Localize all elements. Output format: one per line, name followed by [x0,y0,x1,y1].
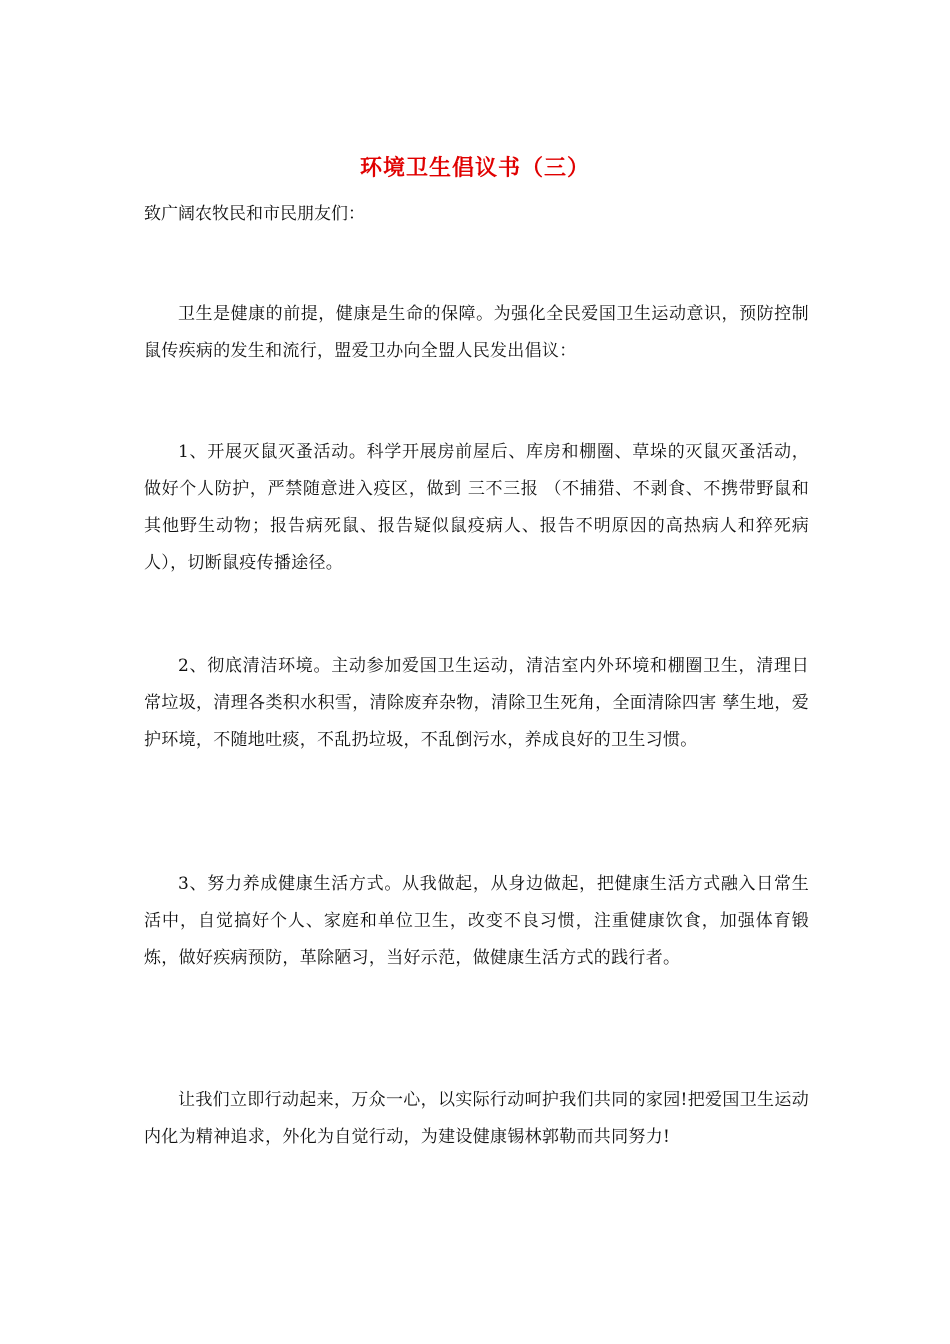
paragraph-item-2: 2、彻底清洁环境。主动参加爱国卫生运动，清洁室内外环境和棚圈卫生，清理日常垃圾，清理各类积水积雪，清除废弃杂物，清除卫生死角，全面清除四害 孳生地，爱护环境，不随地吐痰，不乱扔垃圾，不乱倒污水，养成良好的卫生习惯。 [144,656,809,750]
salutation: 致广阔农牧民和市民朋友们： [144,204,365,224]
paragraph-intro: 卫生是健康的前提，健康是生命的保障。为强化全民爱国卫生运动意识，预防控制鼠传疾病的发生和流行，盟爱卫办向全盟人民发出倡议： [144,304,809,361]
document-title: 环境卫生倡议书（三） [359,155,590,181]
paragraph-closing: 让我们立即行动起来，万众一心，以实际行动呵护我们共同的家园!把爱国卫生运动内化为精神追求，外化为自觉行动，为建设健康锡林郭勒而共同努力! [144,1090,809,1147]
paragraph-item-3: 3、努力养成健康生活方式。从我做起，从身边做起，把健康生活方式融入日常生活中，自觉搞好个人、家庭和单位卫生，改变不良习惯，注重健康饮食，加强体育锻炼，做好疾病预防，革除陋习，当好示范，做健康生活方式的践行者。 [144,874,809,968]
paragraph-item-1: 1、开展灭鼠灭蚤活动。科学开展房前屋后、库房和棚圈、草垛的灭鼠灭蚤活动，做好个人防护，严禁随意进入疫区，做到 三不三报 （不捕猎、不剥食、不携带野鼠和其他野生动物；报告病死鼠、报告疑似鼠疫病人、报告不明原因的高热病人和猝死病人），切断鼠疫传播途径。 [144,442,809,573]
